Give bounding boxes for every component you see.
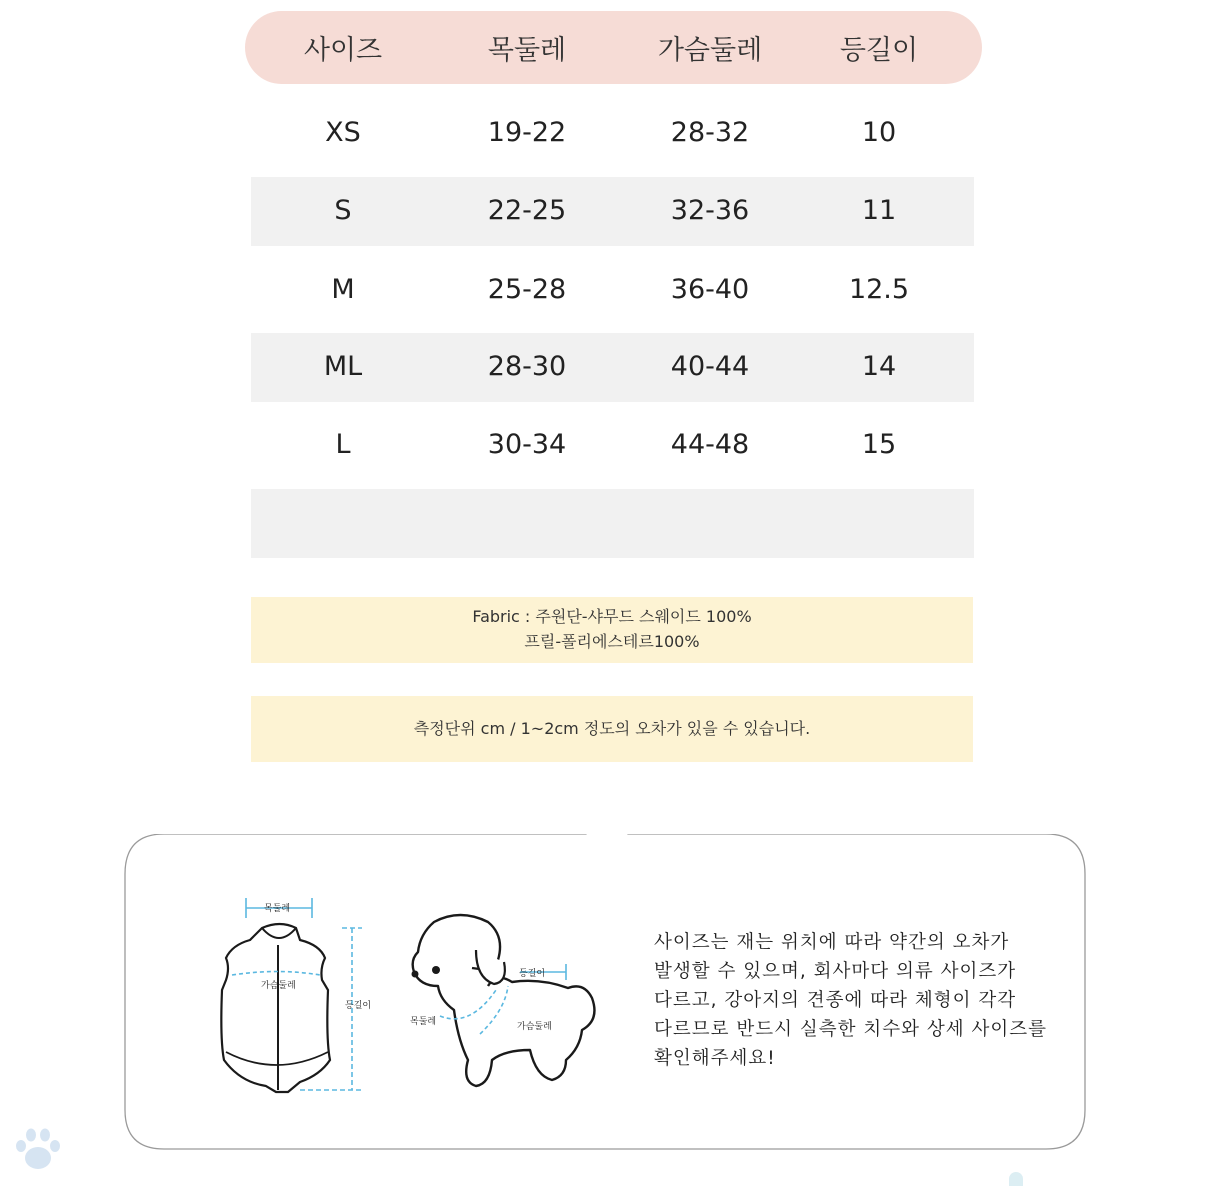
vest-chest-label: 가슴둘레	[261, 981, 296, 991]
description-line: 다르고, 강아지의 견종에 따라 체형이 각각	[654, 990, 1017, 1011]
table-row	[251, 177, 974, 246]
cell-neck: 28-30	[487, 351, 567, 382]
cell-size: XS	[325, 117, 361, 148]
size-table-header	[245, 11, 982, 84]
cell-back-length: 12.5	[848, 274, 910, 305]
cell-neck: 25-28	[487, 274, 567, 305]
dog-chest-label: 가슴둘레	[517, 1022, 552, 1032]
header-neck: 목둘레	[487, 35, 567, 66]
description-line: 확인해주세요!	[654, 1048, 776, 1069]
cell-neck: 19-22	[487, 117, 567, 148]
cell-neck: 22-25	[487, 195, 567, 226]
table-row	[251, 99, 974, 168]
cell-size: L	[335, 429, 351, 460]
cell-size: S	[334, 195, 352, 226]
measure-note-text: 측정단위 cm / 1~2cm 정도의 오차가 있을 수 있습니다.	[413, 719, 811, 738]
fabric-note	[251, 597, 973, 663]
header-chest: 가슴둘레	[657, 35, 763, 66]
cell-chest: 32-36	[670, 195, 750, 226]
dog-back-label: 등길이	[519, 969, 546, 979]
cell-size: M	[331, 274, 355, 305]
vest-back-label: 등길이	[345, 1001, 372, 1011]
paw-icon	[14, 1126, 62, 1172]
cell-back-length: 15	[861, 429, 897, 460]
empty-table-row	[251, 489, 974, 558]
cell-back-length: 10	[861, 117, 897, 148]
size-description	[654, 928, 1047, 1073]
table-row	[251, 333, 974, 402]
cell-chest: 36-40	[670, 274, 750, 305]
cell-size: ML	[323, 351, 363, 382]
header-back-length: 등길이	[839, 35, 919, 66]
cell-neck: 30-34	[487, 429, 567, 460]
header-size: 사이즈	[303, 35, 383, 66]
vest-neck-label: 목둘레	[264, 904, 291, 914]
description-line: 발생할 수 있으며, 회사마다 의류 사이즈가	[654, 961, 1017, 982]
dog-neck-label: 목둘레	[410, 1017, 437, 1027]
decorative-shape	[1009, 1172, 1023, 1186]
cell-chest: 40-44	[670, 351, 750, 382]
cell-chest: 44-48	[670, 429, 750, 460]
fabric-line-2: 프릴-폴리에스테르100%	[524, 632, 700, 651]
fabric-line-1: Fabric : 주원단-샤무드 스웨이드 100%	[472, 607, 752, 626]
measure-note	[251, 696, 973, 762]
cell-back-length: 14	[861, 351, 897, 382]
table-row	[251, 256, 974, 325]
cell-back-length: 11	[861, 195, 897, 226]
cell-chest: 28-32	[670, 117, 750, 148]
table-row	[251, 411, 974, 480]
description-line: 사이즈는 재는 위치에 따라 약간의 오차가	[654, 932, 1010, 953]
description-line: 다르므로 반드시 실측한 치수와 상세 사이즈를	[654, 1019, 1047, 1040]
